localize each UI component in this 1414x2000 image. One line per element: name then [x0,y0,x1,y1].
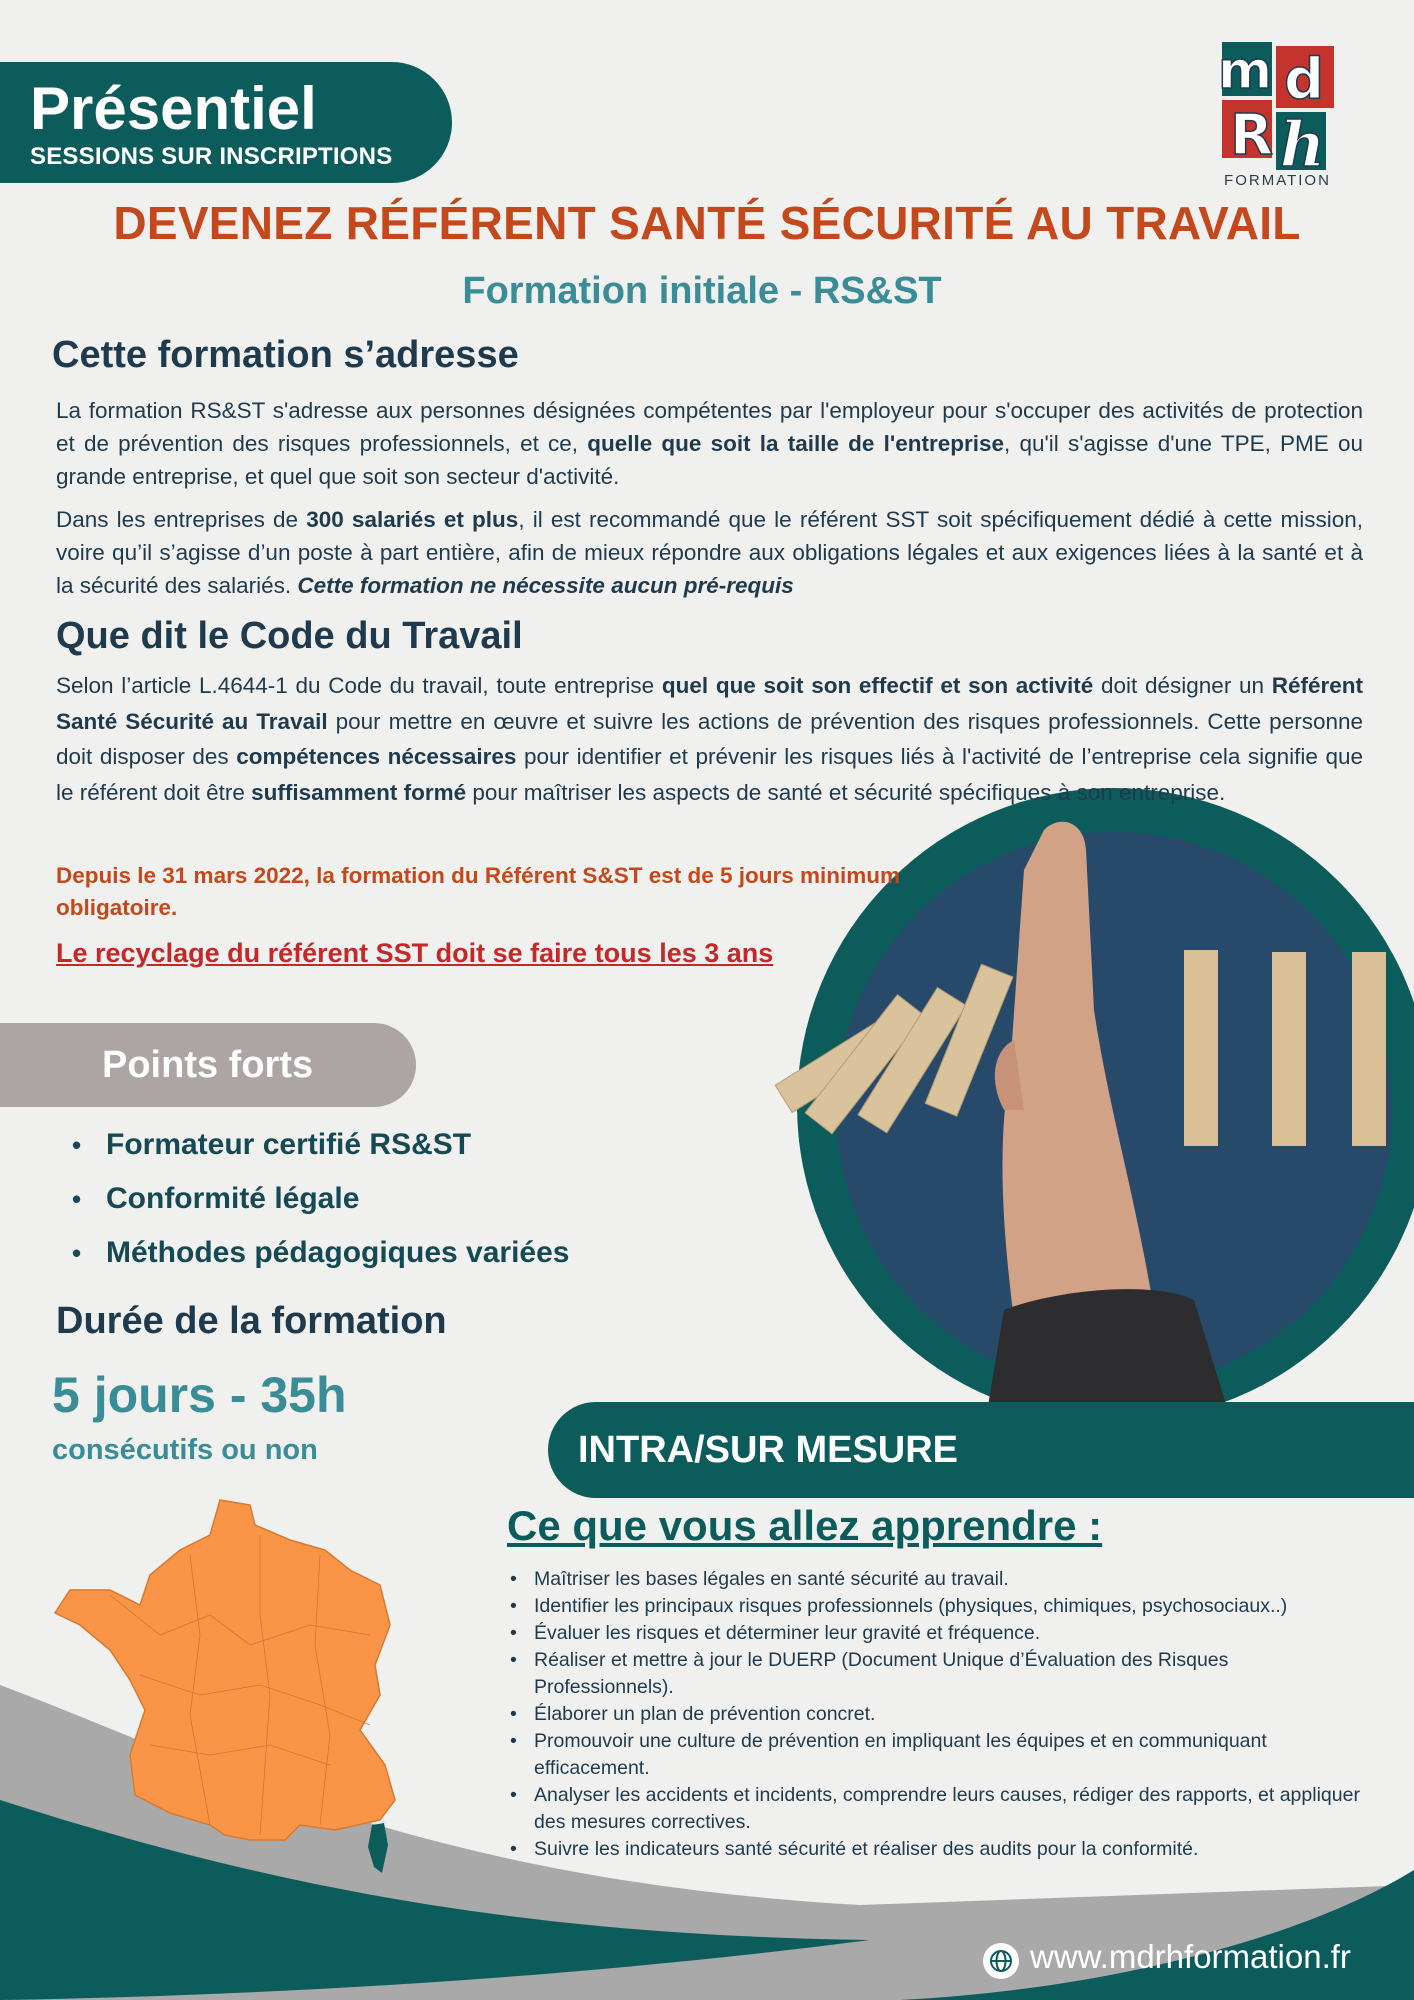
format-badge [0,62,452,183]
recycling-note: Le recyclage du référent SST doit se faire tous les 3 ans [56,938,774,968]
standing-block [1352,952,1386,1146]
duration-heading: Durée de la formation [56,1300,447,1342]
standing-block [1184,950,1218,1146]
france-map [50,1495,400,1885]
svg-text:m: m [1218,41,1273,101]
page-title: DEVENEZ RÉFÉRENT SANTÉ SÉCURITÉ AU TRAVAIL [113,197,1301,249]
standing-block [1272,952,1306,1146]
globe-icon [982,1942,1020,1980]
intra-badge: INTRA/SUR MESURE [548,1402,1414,1498]
list-item: • Élaborer un plan de prévention concret. [508,1701,1368,1728]
legal-note: Depuis le 31 mars 2022, la formation du Référent S&ST est de 5 jours minimum obligatoire. [56,863,901,920]
list-item: • Méthodes pédagogiques variées [66,1226,569,1280]
list-item: • Promouvoir une culture de prévention en impliquant les équipes et en communiquant efficacement. [508,1728,1368,1782]
svg-text:d: d [1284,47,1325,112]
page-subtitle: Formation initiale - RS&ST [462,270,942,312]
format-mode: Présentiel [30,75,317,142]
corsica [368,1823,388,1873]
sessions-label: SESSIONS SUR INSCRIPTIONS [30,143,393,170]
website-link[interactable]: www.mdrhformation.fr [1030,1938,1351,1975]
audience-paragraph-1: La formation RS&ST s'adresse aux personnes désignées compétentes par l'employeur pour s'occuper des activités de protection et de prévention des risques professionnels, et ce, quelle que soit la taille de l'entreprise, qu'il s'agisse d'une TPE, PME ou grande entreprise, et quel que soit son secteur d'activité. [56,398,1363,489]
list-item: • Maîtriser les bases légales en santé sécurité au travail. [508,1566,1368,1593]
list-item: • Évaluer les risques et déterminer leur gravité et fréquence. [508,1620,1368,1647]
learn-heading: Ce que vous allez apprendre : [507,1502,1103,1549]
list-item: • Réaliser et mettre à jour le DUERP (Document Unique d’Évaluation des Risques Professionnels). [508,1647,1368,1701]
list-item: • Identifier les principaux risques professionnels (physiques, chimiques, psychosociaux..) [508,1593,1368,1620]
audience-paragraph-2: Dans les entreprises de 300 salariés et plus, il est recommandé que le référent SST soit spécifiquement dédié à cette mission, voire qu’il s’agisse d’un poste à part entière, afin de mieux répondre aux obligations légales et aux exigences liées à la santé et à la sécurité des salariés. Cette formation ne nécessite aucun pré-requis [56,507,1363,598]
svg-text:R: R [1230,103,1274,168]
list-item: • Formateur certifié RS&ST [66,1118,569,1172]
mainland-france [55,1500,395,1840]
list-item: • Conformité légale [66,1172,569,1226]
logo-caption: FORMATION [1224,172,1331,189]
list-item: • Analyser les accidents et incidents, comprendre leurs causes, rédiger des rapports, et appliquer des mesures correctives. [508,1782,1368,1836]
list-item: • Suivre les indicateurs santé sécurité et réaliser des audits pour la conformité. [508,1836,1368,1863]
learn-list [508,1566,1368,1863]
strengths-list [66,1118,569,1280]
audience-heading: Cette formation s’adresse [52,334,519,376]
svg-text:h: h [1280,108,1326,181]
duration-detail: consécutifs ou non [52,1434,318,1466]
code-heading: Que dit le Code du Travail [56,615,523,657]
strengths-heading: Points forts [0,1023,416,1107]
duration-value: 5 jours - 35h [52,1367,347,1423]
code-paragraph: Selon l’article L.4644-1 du Code du travail, toute entreprise quel que soit son effectif et son activité doit désigner un Référent Santé Sécurité au Travail pour mettre en œuvre et suivre les actions de prévention des risques professionnels. Cette personne doit disposer des compétences nécessaires pour identifier et prévenir les risques liés à l'activité de l’entreprise cela signifie que le référent doit être suffisamment formé pour maîtriser les aspects de santé et sécurité spécifiques à son entreprise. [56,673,1364,805]
